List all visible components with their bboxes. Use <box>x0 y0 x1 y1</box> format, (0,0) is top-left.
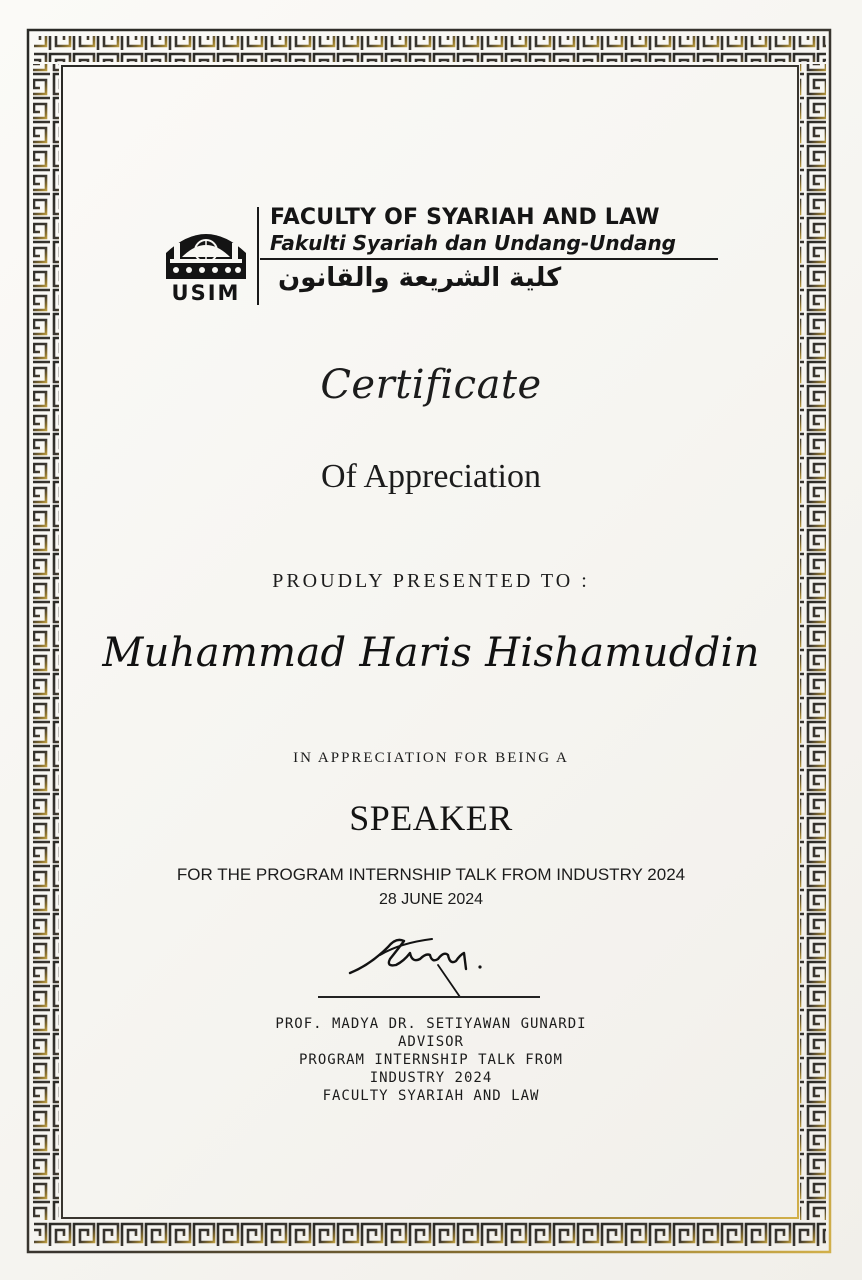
presented-to-label: PROUDLY PRESENTED TO : <box>272 570 590 592</box>
logo-underline <box>260 258 718 260</box>
event-date: 28 JUNE 2024 <box>378 891 484 908</box>
signatory-faculty: FACULTY SYARIAH AND LAW <box>322 1088 540 1104</box>
signature-line <box>318 996 540 998</box>
signatory-program-line-1: PROGRAM INTERNSHIP TALK FROM <box>298 1052 563 1068</box>
certificate-subtitle: Of Appreciation <box>321 458 541 495</box>
certificate-title: Certificate <box>320 362 542 408</box>
appreciation-label: IN APPRECIATION FOR BEING A <box>293 750 569 766</box>
signatory-position: ADVISOR <box>397 1034 464 1050</box>
faculty-name-arabic: كلية الشريعة والقانون <box>278 263 562 293</box>
role-title: SPEAKER <box>349 798 513 838</box>
signatory-name: PROF. MADYA DR. SETIYAWAN GUNARDI <box>275 1016 587 1032</box>
logo-acronym: USIM <box>171 281 241 305</box>
faculty-logo-block <box>160 205 730 315</box>
faculty-name-malay: Fakulti Syariah dan Undang-Undang <box>270 231 676 255</box>
faculty-name-english: FACULTY OF SYARIAH AND LAW <box>270 205 660 230</box>
logo-divider <box>257 207 259 305</box>
recipient-name: Muhammad Haris Hishamuddin <box>102 630 760 676</box>
signature-image <box>340 925 500 997</box>
program-line: FOR THE PROGRAM INTERNSHIP TALK FROM INDUSTRY 2024 <box>176 865 686 884</box>
signatory-program-line-2: INDUSTRY 2024 <box>369 1070 493 1086</box>
